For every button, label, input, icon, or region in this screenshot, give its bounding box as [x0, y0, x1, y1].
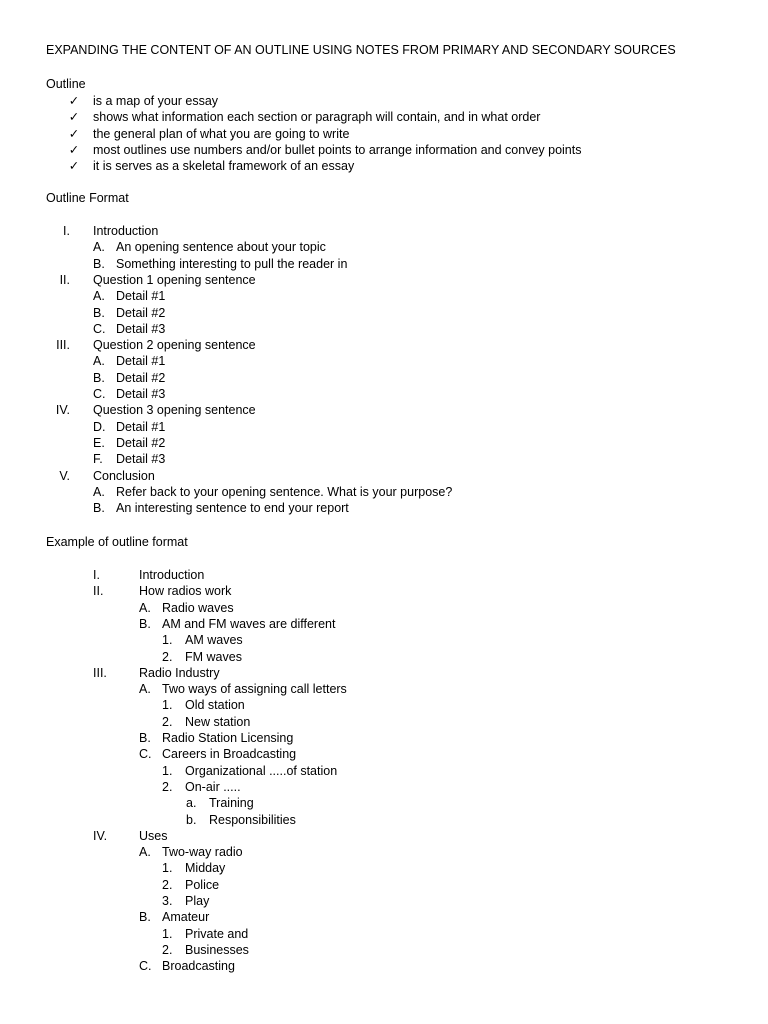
format-sub-text: Refer back to your opening sentence. What is your purpose? [116, 484, 453, 499]
example-text: FM waves [185, 649, 242, 664]
example-marker: B. [139, 910, 151, 925]
format-sub-item [0, 353, 760, 369]
example-marker: a. [186, 796, 197, 811]
format-sub-item [0, 256, 760, 272]
example-item-level-4 [0, 795, 760, 811]
sub-letter: A. [93, 354, 105, 369]
example-item-level-2 [0, 958, 760, 974]
outline-format-heading: Outline Format [46, 191, 129, 205]
format-sub-item [0, 386, 760, 402]
format-sub-item [0, 305, 760, 321]
example-item-level-3 [0, 877, 760, 893]
outline-bullet-item [0, 158, 760, 174]
example-item-level-2 [0, 600, 760, 616]
example-marker: b. [186, 812, 197, 827]
sub-letter: C. [93, 387, 106, 401]
example-item-level-2 [0, 909, 760, 925]
example-text: AM waves [185, 633, 243, 648]
roman-numeral: IV. [55, 403, 70, 418]
example-text: Introduction [139, 568, 205, 582]
example-marker: 2. [162, 649, 173, 664]
outline-bullet-text: the general plan of what you are going to write [93, 126, 350, 141]
outline-bullet-text: is a map of your essay [93, 94, 219, 108]
outline-bullet-text: it is serves as a skeletal framework of an essay [93, 159, 355, 174]
format-sub-item [0, 321, 760, 337]
check-icon: ✓ [68, 159, 80, 174]
outline-bullet-text: shows what information each section or paragraph will contain, and in what order [93, 110, 541, 125]
format-main-text: Conclusion [93, 468, 155, 483]
format-sub-text: Detail #2 [116, 370, 166, 385]
outline-bullet-item [0, 93, 760, 109]
format-sub-text: Detail #1 [116, 354, 166, 369]
example-marker: 1. [162, 698, 173, 713]
example-item-level-2 [0, 730, 760, 746]
example-item-level-2 [0, 844, 760, 860]
example-marker: A. [139, 845, 151, 860]
example-marker: I. [93, 568, 100, 582]
example-text: Radio Industry [139, 665, 220, 680]
format-sub-text: Detail #3 [116, 452, 166, 467]
example-text: Businesses [185, 942, 249, 957]
sub-letter: B. [93, 256, 105, 271]
format-sub-text: Detail #3 [116, 387, 166, 401]
example-text: Broadcasting [162, 959, 235, 974]
example-text: Two ways of assigning call letters [162, 682, 347, 697]
example-text: Radio waves [162, 600, 234, 615]
example-marker: 3. [162, 894, 173, 908]
example-text: Police [185, 877, 220, 892]
example-text: Amateur [162, 910, 210, 925]
sub-letter: B. [93, 305, 105, 320]
example-marker: 1. [162, 861, 173, 876]
example-marker: B. [139, 616, 151, 631]
example-item-level-2 [0, 616, 760, 632]
example-item-level-1 [0, 828, 760, 844]
example-text: Radio Station Licensing [162, 731, 294, 745]
check-icon: ✓ [68, 94, 80, 108]
example-item-level-3 [0, 649, 760, 665]
example-text: Training [209, 796, 254, 811]
example-marker: 1. [162, 926, 173, 941]
example-marker: A. [139, 682, 151, 697]
example-item-level-3 [0, 763, 760, 779]
sub-letter: A. [93, 240, 105, 255]
format-main-item [0, 223, 760, 239]
example-marker: 2. [162, 779, 173, 794]
sub-letter: C. [93, 321, 106, 336]
format-sub-item [0, 239, 760, 255]
example-text: Two-way radio [162, 845, 243, 860]
example-item-level-3 [0, 893, 760, 909]
example-text: Midday [185, 861, 226, 876]
example-item-level-1 [0, 665, 760, 681]
format-sub-item [0, 419, 760, 435]
example-item-level-3 [0, 860, 760, 876]
check-icon: ✓ [68, 126, 80, 141]
example-text: Careers in Broadcasting [162, 747, 297, 762]
roman-numeral: III. [56, 338, 70, 353]
format-sub-text: An interesting sentence to end your report [116, 501, 349, 516]
example-marker: A. [139, 600, 151, 615]
format-main-text: Question 3 opening sentence [93, 403, 256, 418]
format-sub-text: An opening sentence about your topic [116, 240, 326, 255]
example-item-level-3 [0, 697, 760, 713]
check-icon: ✓ [68, 110, 80, 125]
document-title: EXPANDING THE CONTENT OF AN OUTLINE USING NOTES FROM PRIMARY AND SECONDARY SOURCES [46, 43, 676, 57]
example-marker: 2. [162, 942, 173, 957]
example-text: Private and [185, 926, 249, 941]
example-item-level-2 [0, 681, 760, 697]
example-marker: 1. [162, 763, 173, 778]
format-sub-text: Detail #2 [116, 305, 166, 320]
example-text: Old station [185, 698, 245, 713]
outline-heading: Outline [46, 77, 86, 91]
format-sub-item [0, 500, 760, 516]
example-item-level-3 [0, 926, 760, 942]
example-item-level-1 [0, 567, 760, 583]
format-sub-text: Detail #3 [116, 321, 166, 336]
example-marker: 2. [162, 877, 173, 892]
format-sub-text: Detail #1 [116, 289, 166, 304]
example-item-level-3 [0, 779, 760, 795]
roman-numeral: I. [63, 224, 70, 238]
format-main-item [0, 402, 760, 418]
format-sub-item [0, 370, 760, 386]
format-main-item [0, 468, 760, 484]
example-text: Uses [139, 828, 168, 843]
example-marker: IV. [93, 828, 108, 843]
example-text: Play [185, 894, 210, 908]
example-marker: III. [93, 665, 107, 680]
sub-letter: F. [93, 452, 103, 467]
format-sub-text: Detail #1 [116, 419, 166, 434]
format-sub-text: Detail #2 [116, 435, 166, 450]
example-marker: C. [139, 747, 152, 762]
example-marker: B. [139, 731, 151, 745]
example-text: AM and FM waves are different [162, 616, 336, 631]
format-sub-item [0, 435, 760, 451]
example-marker: 1. [162, 633, 173, 648]
outline-bullet-text: most outlines use numbers and/or bullet points to arrange information and convey points [93, 142, 582, 157]
roman-numeral: II. [59, 272, 70, 287]
example-item-level-4 [0, 812, 760, 828]
format-main-text: Question 1 opening sentence [93, 272, 256, 287]
roman-numeral: V. [59, 468, 70, 483]
outline-bullet-item [0, 142, 760, 158]
example-marker: II. [93, 584, 104, 599]
format-main-text: Introduction [93, 224, 159, 238]
example-text: Organizational .....of station [185, 763, 338, 778]
example-item-level-2 [0, 746, 760, 762]
example-item-level-3 [0, 714, 760, 730]
sub-letter: E. [93, 435, 105, 450]
example-item-level-3 [0, 632, 760, 648]
format-main-item [0, 272, 760, 288]
example-text: On-air ..... [185, 779, 241, 794]
example-marker: 2. [162, 714, 173, 729]
sub-letter: B. [93, 501, 105, 516]
example-text: New station [185, 714, 251, 729]
format-sub-item [0, 451, 760, 467]
format-sub-item [0, 288, 760, 304]
sub-letter: B. [93, 370, 105, 385]
outline-bullet-item [0, 126, 760, 142]
example-text: Responsibilities [209, 812, 296, 827]
outline-bullet-item [0, 109, 760, 125]
format-sub-text: Something interesting to pull the reader in [116, 256, 348, 271]
example-heading: Example of outline format [46, 535, 188, 549]
sub-letter: A. [93, 484, 105, 499]
example-marker: C. [139, 959, 152, 974]
sub-letter: D. [93, 419, 106, 434]
example-item-level-3 [0, 942, 760, 958]
format-main-text: Question 2 opening sentence [93, 338, 256, 353]
check-icon: ✓ [68, 142, 80, 157]
example-item-level-1 [0, 583, 760, 599]
sub-letter: A. [93, 289, 105, 304]
format-sub-item [0, 484, 760, 500]
example-text: How radios work [139, 584, 232, 599]
format-main-item [0, 337, 760, 353]
